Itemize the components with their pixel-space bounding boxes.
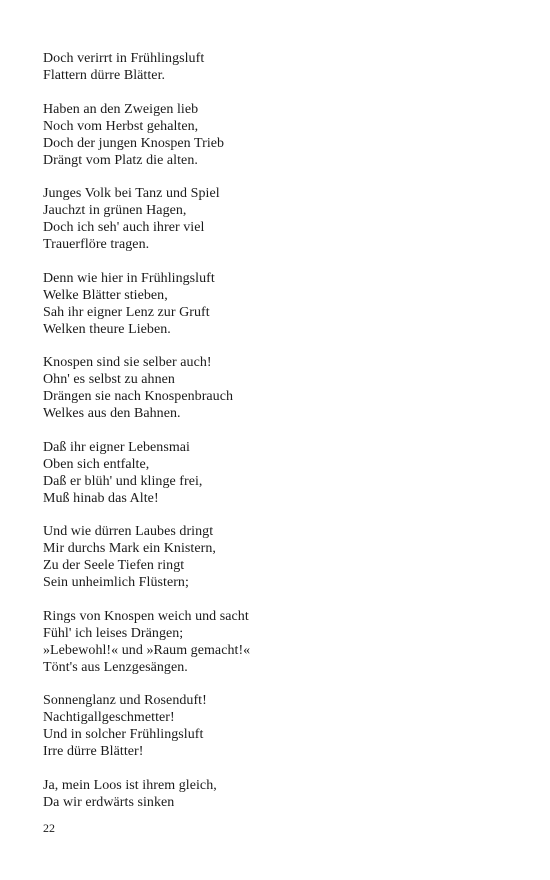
verse-line: Trauerflöre tragen. xyxy=(43,237,150,252)
verse-line: Flattern dürre Blätter. xyxy=(43,68,166,83)
stanza xyxy=(43,50,523,84)
verse-line: Ja, mein Loos ist ihrem gleich, xyxy=(43,777,217,793)
verse-line: Noch vom Herbst gehalten, xyxy=(43,118,199,134)
verse-line: Zu der Seele Tiefen ringt xyxy=(43,558,185,573)
verse-line: Doch ich seh' auch ihrer viel xyxy=(43,220,205,235)
stanza xyxy=(43,608,523,676)
verse-line: Doch verirrt in Frühlingsluft xyxy=(43,51,205,66)
verse-line: Oben sich entfalte, xyxy=(43,456,150,472)
poem-body xyxy=(43,50,523,827)
verse-line: Drängt vom Platz die alten. xyxy=(43,152,198,168)
verse-line: Muß hinab das Alte! xyxy=(43,490,159,506)
verse-line: Mir durchs Mark ein Knistern, xyxy=(43,541,216,556)
stanza xyxy=(43,185,523,253)
verse-line: Denn wie hier in Frühlingsluft xyxy=(43,270,215,286)
verse-line: Sein unheimlich Flüstern; xyxy=(43,575,189,590)
verse-line: Welkes aus den Bahnen. xyxy=(43,406,181,421)
verse-line: Ohn' es selbst zu ahnen xyxy=(43,372,175,387)
verse-line: Doch der jungen Knospen Trieb xyxy=(43,135,225,151)
verse-line: Haben an den Zweigen lieb xyxy=(43,101,199,117)
stanza xyxy=(43,523,523,591)
verse-line: Jauchzt in grünen Hagen, xyxy=(43,203,187,218)
verse-line: Nachtigallgeschmetter! xyxy=(43,710,175,725)
verse-line: Fühl' ich leises Drängen; xyxy=(43,625,184,641)
verse-line: Welken theure Lieben. xyxy=(43,321,171,337)
verse-line: Drängen sie nach Knospenbrauch xyxy=(43,389,234,404)
verse-line: Knospen sind sie selber auch! xyxy=(43,355,212,370)
verse-line: Daß ihr eigner Lebensmai xyxy=(43,439,190,455)
verse-line: Da wir erdwärts sinken xyxy=(43,794,175,810)
stanza xyxy=(43,270,523,338)
verse-line: Irre dürre Blätter! xyxy=(43,744,144,759)
stanza xyxy=(43,439,523,507)
verse-line: »Lebewohl!« und »Raum gemacht!« xyxy=(43,642,251,658)
stanza xyxy=(43,354,523,422)
page-number: 22 xyxy=(43,821,55,835)
verse-line: Und in solcher Frühlingsluft xyxy=(43,727,204,742)
verse-line: Tönt's aus Lenzgesängen. xyxy=(43,659,188,675)
verse-line: Sonnenglanz und Rosenduft! xyxy=(43,693,207,708)
verse-line: Welke Blätter stieben, xyxy=(43,287,168,303)
verse-line: Und wie dürren Laubes dringt xyxy=(43,524,214,539)
verse-line: Rings von Knospen weich und sacht xyxy=(43,608,249,624)
verse-line: Daß er blüh' und klinge frei, xyxy=(43,473,203,489)
stanza xyxy=(43,692,523,760)
stanza xyxy=(43,777,523,811)
stanza xyxy=(43,101,523,169)
verse-line: Sah ihr eigner Lenz zur Gruft xyxy=(43,304,210,320)
verse-line: Junges Volk bei Tanz und Spiel xyxy=(43,186,220,201)
